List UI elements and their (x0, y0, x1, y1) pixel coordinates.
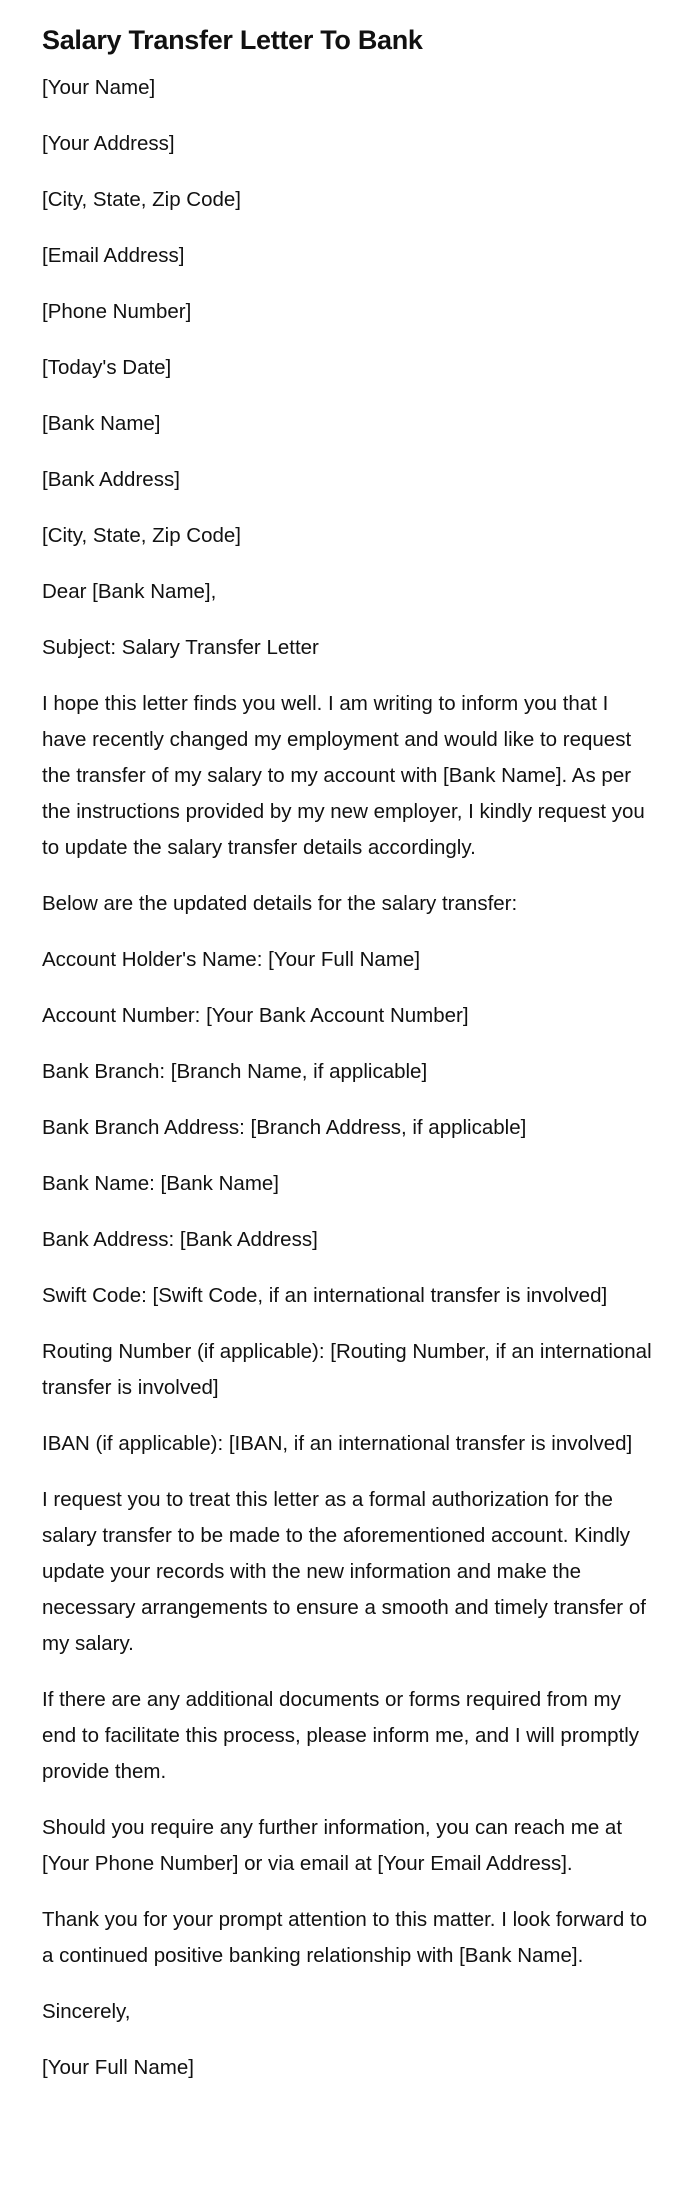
thanks-paragraph: Thank you for your prompt attention to this matter. I look forward to a continued positive banking relationship with [Bank Name]. (42, 1908, 648, 1967)
sender-phone: [Phone Number] (42, 300, 192, 323)
detail-bank-branch: Bank Branch: [Branch Name, if applicable] (42, 1060, 428, 1083)
sender-email: [Email Address] (42, 244, 185, 267)
detail-account-number: Account Number: [Your Bank Account Number] (42, 1004, 469, 1027)
detail-bank-name: Bank Name: [Bank Name] (42, 1172, 279, 1195)
letter-date: [Today's Date] (42, 356, 172, 379)
subject-line: Subject: Salary Transfer Letter (42, 636, 319, 659)
details-intro: Below are the updated details for the salary transfer: (42, 892, 518, 915)
authorization-paragraph: I request you to treat this letter as a formal authorization for the salary transfer to be made to the aforementioned account. Kindly update your records with the new information and make the necessary arrangements to ensure a smooth and timely transfer of my salary. (42, 1488, 646, 1655)
signature-name: [Your Full Name] (42, 2056, 194, 2079)
recipient-bank-name: [Bank Name] (42, 412, 161, 435)
sender-address: [Your Address] (42, 132, 175, 155)
sender-city-state-zip: [City, State, Zip Code] (42, 188, 242, 211)
detail-account-holder: Account Holder's Name: [Your Full Name] (42, 948, 421, 971)
document-title: Salary Transfer Letter To Bank (42, 25, 423, 55)
detail-swift-code: Swift Code: [Swift Code, if an international transfer is involved] (42, 1284, 608, 1307)
detail-bank-address: Bank Address: [Bank Address] (42, 1228, 318, 1251)
recipient-city-state-zip: [City, State, Zip Code] (42, 524, 242, 547)
intro-paragraph: I hope this letter finds you well. I am writing to inform you that I have recently changed my employment and would like to request the transfer of my salary to my account with [Bank Name]. As per the instructions provided by my new employer, I kindly request you to update the salary transfer details accordingly. (42, 692, 645, 859)
sender-name: [Your Name] (42, 76, 156, 99)
recipient-bank-address: [Bank Address] (42, 468, 180, 491)
contact-paragraph: Should you require any further information, you can reach me at [Your Phone Number] or via email at [Your Email Address]. (42, 1816, 623, 1875)
detail-routing-number: Routing Number (if applicable): [Routing Number, if an international transfer is involved] (42, 1340, 652, 1399)
additional-docs-paragraph: If there are any additional documents or forms required from my end to facilitate this process, please inform me, and I will promptly provide them. (42, 1688, 640, 1783)
detail-branch-address: Bank Branch Address: [Branch Address, if applicable] (42, 1116, 527, 1139)
closing: Sincerely, (42, 2000, 131, 2023)
detail-iban: IBAN (if applicable): [IBAN, if an international transfer is involved] (42, 1432, 633, 1455)
salutation: Dear [Bank Name], (42, 580, 217, 603)
